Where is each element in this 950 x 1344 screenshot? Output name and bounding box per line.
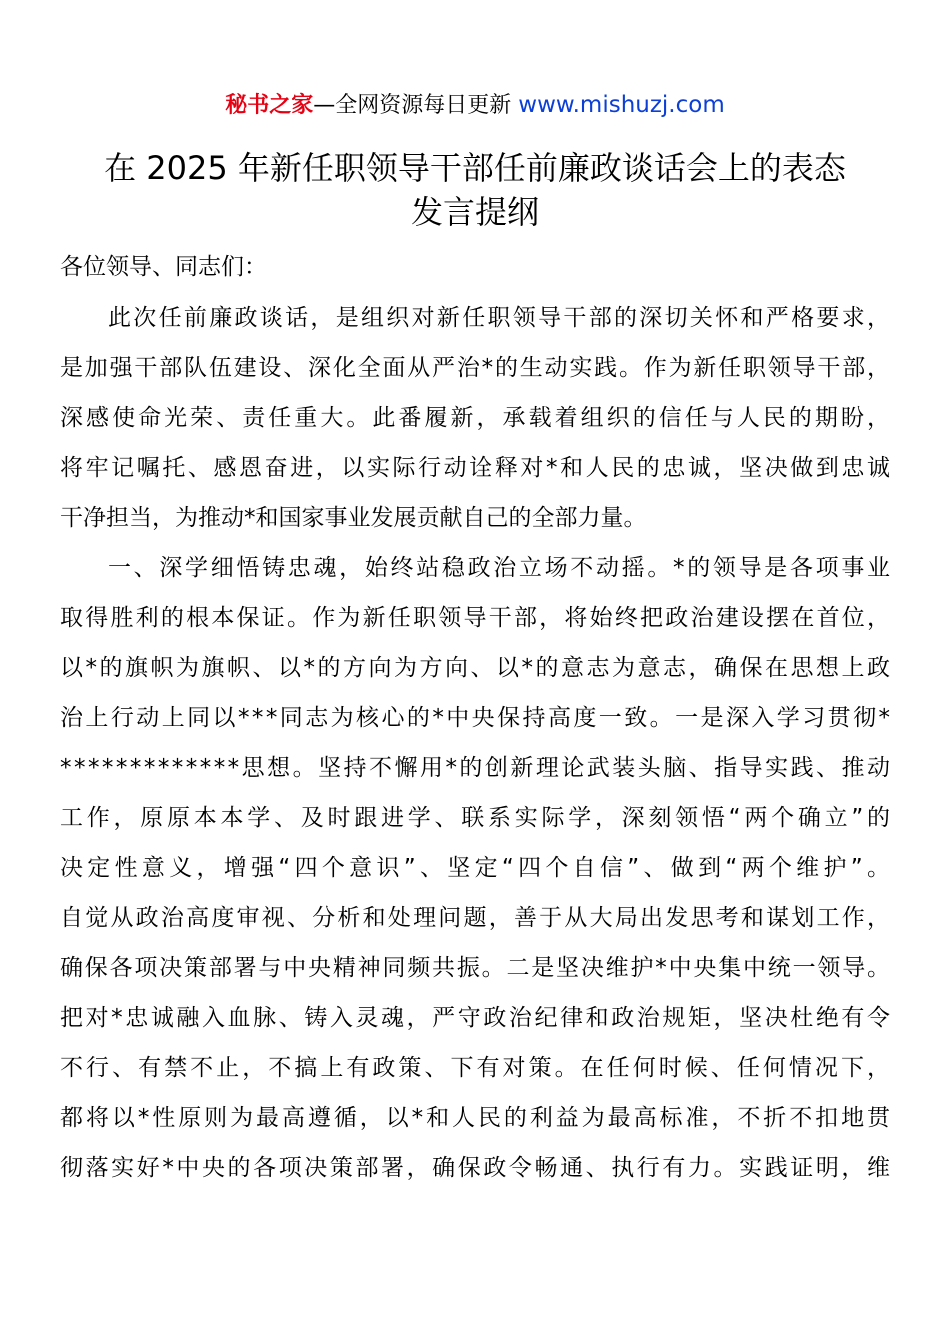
paragraph-intro [60, 301, 894, 551]
salutation: 各位领导、同志们： [60, 254, 267, 280]
text-line: 把对*忠诚融入血脉、铸入灵魂，严守政治纪律和政治规矩，坚决杜绝有令 [60, 1005, 893, 1031]
text-line: 确保各项决策部署与中央精神同频共振。二是坚决维护*中央集中统一领导。 [60, 955, 892, 981]
page-title [60, 146, 890, 234]
text-line: *************思想。坚持不懈用*的创新理论武装头脑、指导实践、推动 [60, 755, 893, 781]
brand-name: 秘书之家 [225, 93, 314, 118]
text-line: 彻落实好*中央的各项决策部署，确保政令畅通、执行有力。实践证明，维 [60, 1155, 893, 1181]
text-line: 取得胜利的根本保证。作为新任职领导干部，将始终把政治建设摆在首位， [60, 605, 893, 631]
title-line: 发言提纲 [410, 193, 539, 231]
text-line: 深感使命光荣、责任重大。此番履新，承载着组织的信任与人民的期盼， [60, 405, 894, 431]
text-line: 自觉从政治高度审视、分析和处理问题，善于从大局出发思考和谋划工作， [60, 905, 893, 931]
header-slogan: —全网资源每日更新 [313, 93, 512, 118]
text-line: 工作，原原本本学、及时跟进学、联系实际学，深刻领悟“两个确立”的 [60, 805, 894, 831]
site-link[interactable]: www.mishuzj.com [518, 92, 725, 118]
title-line: 在 2025 年新任职领导干部任前廉政谈话会上的表态 [104, 149, 846, 187]
text-line: 一、深学细悟铸忠魂，始终站稳政治立场不动摇。*的领导是各项事业 [108, 555, 893, 581]
text-line: 都将以*性原则为最高遵循，以*和人民的利益为最高标准，不折不扣地贯 [60, 1105, 893, 1131]
text-line: 此次任前廉政谈话，是组织对新任职领导干部的深切关怀和严格要求， [108, 305, 893, 331]
text-line: 决定性意义，增强“四个意识”、坚定“四个自信”、做到“两个维护”。 [60, 855, 895, 881]
text-line: 治上行动上同以***同志为核心的*中央保持高度一致。一是深入学习贯彻* [60, 705, 893, 731]
site-header [0, 88, 950, 123]
text-line: 以*的旗帜为旗帜、以*的方向为方向、以*的意志为意志，确保在思想上政 [60, 655, 893, 681]
text-line: 干净担当，为推动*和国家事业发展贡献自己的全部力量。 [60, 505, 647, 531]
text-line: 不行、有禁不止，不搞上有政策、下有对策。在任何时候、任何情况下， [60, 1055, 894, 1081]
paragraph-section-one [60, 551, 895, 1201]
text-line: 是加强干部队伍建设、深化全面从严治*的生动实践。作为新任职领导干部， [60, 355, 892, 381]
text-line: 将牢记嘱托、感恩奋进，以实际行动诠释对*和人民的忠诚，坚决做到忠诚 [60, 455, 893, 481]
